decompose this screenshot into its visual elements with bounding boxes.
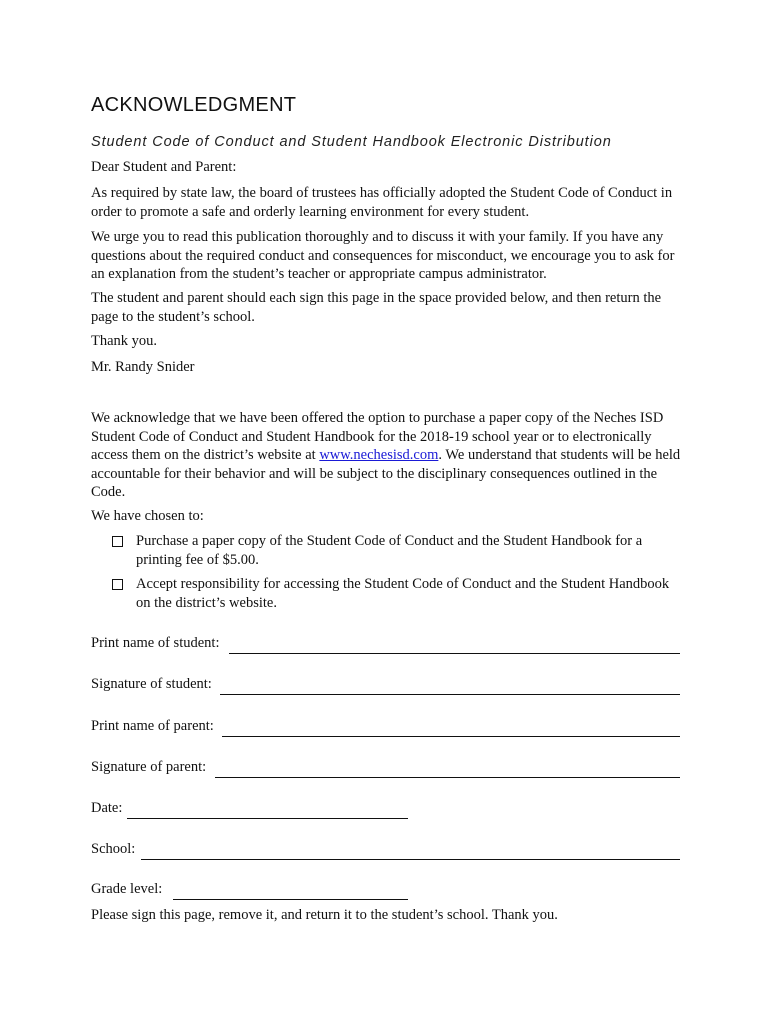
acknowledgment-paragraph <box>91 409 683 502</box>
date-line[interactable] <box>127 818 408 819</box>
thank-you: Thank you. <box>91 333 158 349</box>
student-name-field[interactable] <box>91 634 680 656</box>
page-title: ACKNOWLEDGMENT <box>91 94 297 116</box>
paper-copy-checkbox[interactable] <box>112 536 123 547</box>
greeting: Dear Student and Parent: <box>91 159 237 175</box>
parent-name-label: Print name of parent: <box>91 718 214 734</box>
parent-signature-label: Signature of parent: <box>91 759 207 775</box>
parent-name-line[interactable] <box>222 736 680 737</box>
acknowledgment-text-end: . We understand that students will be held accountable for their behavior and will be subject to the disciplinary consequences outlined in the Code. <box>91 447 681 500</box>
student-name-line[interactable] <box>229 653 680 654</box>
grade-level-line[interactable] <box>173 899 408 900</box>
date-label: Date: <box>91 800 123 816</box>
parent-name-field[interactable] <box>91 717 680 739</box>
option-paper-copy[interactable] <box>112 532 672 570</box>
footer-instructions: Please sign this page, remove it, and return it to the student’s school. Thank you. <box>91 907 558 923</box>
intro-paragraph: As required by state law, the board of trustees has officially adopted the Student Code of Conduct in order to promote a safe and orderly learning environment for every student. <box>91 185 673 220</box>
district-website-link[interactable]: www.nechesisd.com <box>319 447 439 463</box>
student-signature-label: Signature of student: <box>91 676 212 692</box>
school-label: School: <box>91 841 136 857</box>
student-name-label: Print name of student: <box>91 635 220 651</box>
urge-paragraph: We urge you to read this publication thoroughly and to discuss it with your family. If you have any questions about the required conduct and consequences for misconduct, we encourage you to ask for an explanation from the student’s teacher or appropriate campus administrator. <box>91 229 675 282</box>
grade-level-label: Grade level: <box>91 881 163 897</box>
school-line[interactable] <box>141 859 680 860</box>
student-signature-field[interactable] <box>91 675 680 697</box>
page-subtitle: Student Code of Conduct and Student Handbook Electronic Distribution <box>91 134 612 150</box>
electronic-access-checkbox[interactable] <box>112 579 123 590</box>
parent-signature-line[interactable] <box>215 777 680 778</box>
electronic-access-label: Accept responsibility for accessing the Student Code of Conduct and the Student Handbook on the district’s website. <box>136 576 670 611</box>
school-field[interactable] <box>91 840 680 862</box>
grade-level-field[interactable] <box>91 880 408 902</box>
sign-instructions-paragraph: The student and parent should each sign this page in the space provided below, and then return the page to the student’s school. <box>91 290 662 325</box>
chosen-label: We have chosen to: <box>91 508 204 524</box>
signer-name: Mr. Randy Snider <box>91 359 195 375</box>
parent-signature-field[interactable] <box>91 758 680 780</box>
acknowledgment-text-start: We acknowledge that we have been offered the option to purchase a paper copy of the Neches ISD Student Code of Conduct and Student Handbook for the 2018-19 school year or to electronically access them on the district’s website at <box>91 410 664 463</box>
date-field[interactable] <box>91 799 408 821</box>
student-signature-line[interactable] <box>220 694 680 695</box>
paper-copy-label: Purchase a paper copy of the Student Code of Conduct and the Student Handbook for a printing fee of $5.00. <box>136 533 643 568</box>
option-electronic-access[interactable] <box>112 575 672 613</box>
